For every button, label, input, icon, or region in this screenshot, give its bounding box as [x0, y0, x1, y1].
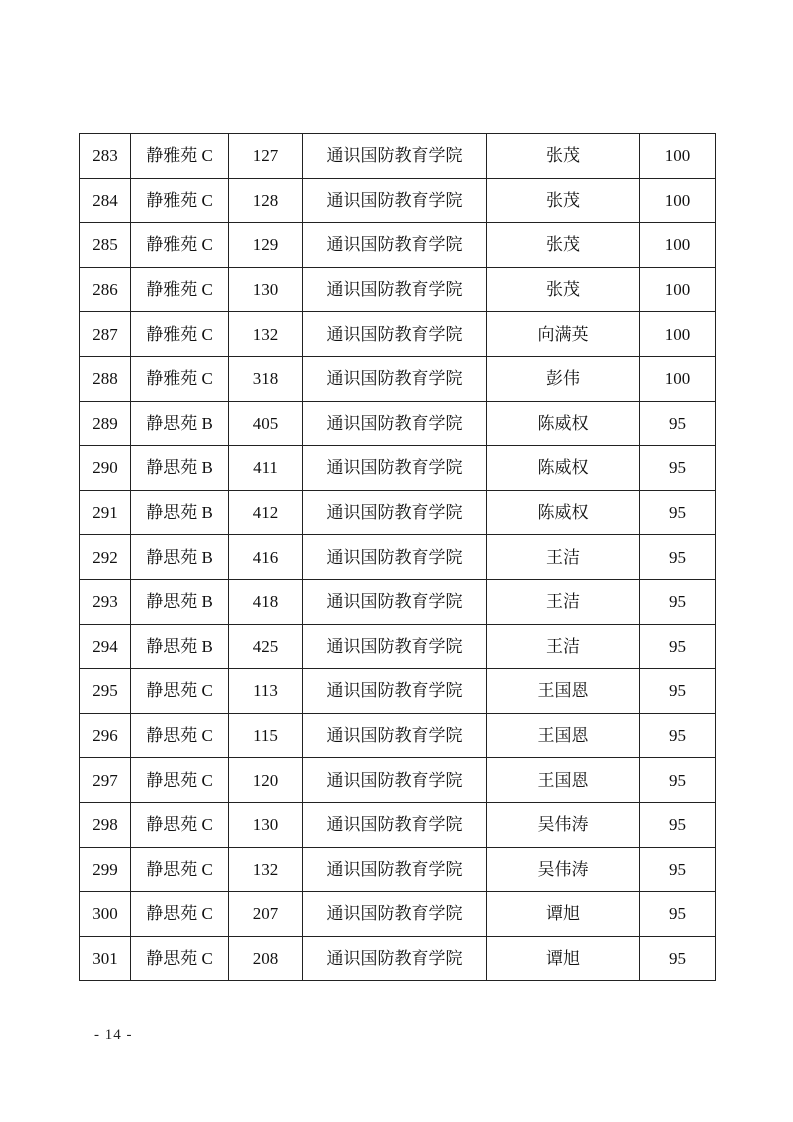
score-cell: 95	[640, 624, 716, 669]
row-number-cell: 297	[80, 758, 131, 803]
table-row	[80, 312, 716, 357]
score-cell: 100	[640, 178, 716, 223]
row-number-cell: 283	[80, 134, 131, 179]
room-number-cell: 132	[229, 312, 303, 357]
score-cell: 100	[640, 223, 716, 268]
table-row	[80, 669, 716, 714]
room-number-cell: 207	[229, 892, 303, 937]
room-number-cell: 129	[229, 223, 303, 268]
building-cell: 静思苑 B	[131, 535, 229, 580]
building-cell: 静思苑 B	[131, 579, 229, 624]
room-number-cell: 412	[229, 490, 303, 535]
building-cell: 静思苑 B	[131, 624, 229, 669]
college-cell: 通识国防教育学院	[303, 223, 487, 268]
building-cell: 静思苑 C	[131, 936, 229, 981]
room-number-cell: 405	[229, 401, 303, 446]
score-cell: 100	[640, 134, 716, 179]
college-cell: 通识国防教育学院	[303, 401, 487, 446]
college-cell: 通识国防教育学院	[303, 535, 487, 580]
room-number-cell: 113	[229, 669, 303, 714]
row-number-cell: 298	[80, 802, 131, 847]
records-table	[79, 133, 716, 981]
table-row	[80, 356, 716, 401]
row-number-cell: 296	[80, 713, 131, 758]
college-cell: 通识国防教育学院	[303, 446, 487, 491]
table-row	[80, 758, 716, 803]
room-number-cell: 416	[229, 535, 303, 580]
row-number-cell: 290	[80, 446, 131, 491]
room-number-cell: 132	[229, 847, 303, 892]
room-number-cell: 127	[229, 134, 303, 179]
row-number-cell: 300	[80, 892, 131, 937]
building-cell: 静思苑 C	[131, 847, 229, 892]
building-cell: 静雅苑 C	[131, 312, 229, 357]
room-number-cell: 130	[229, 802, 303, 847]
row-number-cell: 295	[80, 669, 131, 714]
row-number-cell: 291	[80, 490, 131, 535]
room-number-cell: 208	[229, 936, 303, 981]
building-cell: 静思苑 C	[131, 758, 229, 803]
room-number-cell: 425	[229, 624, 303, 669]
table-row	[80, 713, 716, 758]
table-row	[80, 535, 716, 580]
table-row	[80, 267, 716, 312]
table-row	[80, 134, 716, 179]
building-cell: 静思苑 C	[131, 669, 229, 714]
college-cell: 通识国防教育学院	[303, 669, 487, 714]
row-number-cell: 293	[80, 579, 131, 624]
table-row	[80, 178, 716, 223]
score-cell: 95	[640, 401, 716, 446]
room-number-cell: 130	[229, 267, 303, 312]
building-cell: 静雅苑 C	[131, 356, 229, 401]
person-in-charge-cell: 张茂	[487, 178, 640, 223]
college-cell: 通识国防教育学院	[303, 134, 487, 179]
row-number-cell: 287	[80, 312, 131, 357]
person-in-charge-cell: 陈威权	[487, 401, 640, 446]
person-in-charge-cell: 王国恩	[487, 669, 640, 714]
person-in-charge-cell: 王洁	[487, 624, 640, 669]
row-number-cell: 288	[80, 356, 131, 401]
score-cell: 95	[640, 892, 716, 937]
score-cell: 100	[640, 356, 716, 401]
college-cell: 通识国防教育学院	[303, 847, 487, 892]
person-in-charge-cell: 王国恩	[487, 713, 640, 758]
room-number-cell: 128	[229, 178, 303, 223]
person-in-charge-cell: 陈威权	[487, 490, 640, 535]
person-in-charge-cell: 张茂	[487, 223, 640, 268]
score-cell: 95	[640, 847, 716, 892]
row-number-cell: 286	[80, 267, 131, 312]
row-number-cell: 292	[80, 535, 131, 580]
college-cell: 通识国防教育学院	[303, 356, 487, 401]
table-row	[80, 401, 716, 446]
college-cell: 通识国防教育学院	[303, 713, 487, 758]
score-cell: 95	[640, 669, 716, 714]
person-in-charge-cell: 吴伟涛	[487, 802, 640, 847]
row-number-cell: 301	[80, 936, 131, 981]
person-in-charge-cell: 谭旭	[487, 936, 640, 981]
person-in-charge-cell: 向满英	[487, 312, 640, 357]
room-number-cell: 115	[229, 713, 303, 758]
room-number-cell: 411	[229, 446, 303, 491]
building-cell: 静雅苑 C	[131, 267, 229, 312]
college-cell: 通识国防教育学院	[303, 490, 487, 535]
room-number-cell: 120	[229, 758, 303, 803]
table-row	[80, 446, 716, 491]
college-cell: 通识国防教育学院	[303, 936, 487, 981]
score-cell: 95	[640, 535, 716, 580]
score-cell: 95	[640, 713, 716, 758]
college-cell: 通识国防教育学院	[303, 892, 487, 937]
person-in-charge-cell: 吴伟涛	[487, 847, 640, 892]
table-row	[80, 223, 716, 268]
building-cell: 静思苑 C	[131, 892, 229, 937]
college-cell: 通识国防教育学院	[303, 624, 487, 669]
row-number-cell: 289	[80, 401, 131, 446]
college-cell: 通识国防教育学院	[303, 267, 487, 312]
person-in-charge-cell: 张茂	[487, 267, 640, 312]
table-row	[80, 936, 716, 981]
score-cell: 95	[640, 446, 716, 491]
college-cell: 通识国防教育学院	[303, 312, 487, 357]
college-cell: 通识国防教育学院	[303, 802, 487, 847]
college-cell: 通识国防教育学院	[303, 758, 487, 803]
score-cell: 100	[640, 267, 716, 312]
table-row	[80, 579, 716, 624]
row-number-cell: 299	[80, 847, 131, 892]
score-cell: 100	[640, 312, 716, 357]
table-row	[80, 490, 716, 535]
row-number-cell: 284	[80, 178, 131, 223]
row-number-cell: 294	[80, 624, 131, 669]
person-in-charge-cell: 王洁	[487, 579, 640, 624]
building-cell: 静雅苑 C	[131, 178, 229, 223]
college-cell: 通识国防教育学院	[303, 178, 487, 223]
person-in-charge-cell: 陈威权	[487, 446, 640, 491]
table-row	[80, 892, 716, 937]
building-cell: 静思苑 B	[131, 490, 229, 535]
page-number: - 14 -	[94, 1027, 133, 1043]
building-cell: 静思苑 B	[131, 401, 229, 446]
score-cell: 95	[640, 936, 716, 981]
score-cell: 95	[640, 579, 716, 624]
room-number-cell: 418	[229, 579, 303, 624]
row-number-cell: 285	[80, 223, 131, 268]
building-cell: 静雅苑 C	[131, 223, 229, 268]
table-row	[80, 624, 716, 669]
score-cell: 95	[640, 802, 716, 847]
building-cell: 静思苑 B	[131, 446, 229, 491]
score-cell: 95	[640, 758, 716, 803]
building-cell: 静思苑 C	[131, 802, 229, 847]
table-row	[80, 802, 716, 847]
building-cell: 静雅苑 C	[131, 134, 229, 179]
records-table-body	[80, 134, 716, 981]
person-in-charge-cell: 张茂	[487, 134, 640, 179]
person-in-charge-cell: 王国恩	[487, 758, 640, 803]
room-number-cell: 318	[229, 356, 303, 401]
building-cell: 静思苑 C	[131, 713, 229, 758]
table-row	[80, 847, 716, 892]
person-in-charge-cell: 谭旭	[487, 892, 640, 937]
score-cell: 95	[640, 490, 716, 535]
college-cell: 通识国防教育学院	[303, 579, 487, 624]
person-in-charge-cell: 彭伟	[487, 356, 640, 401]
person-in-charge-cell: 王洁	[487, 535, 640, 580]
